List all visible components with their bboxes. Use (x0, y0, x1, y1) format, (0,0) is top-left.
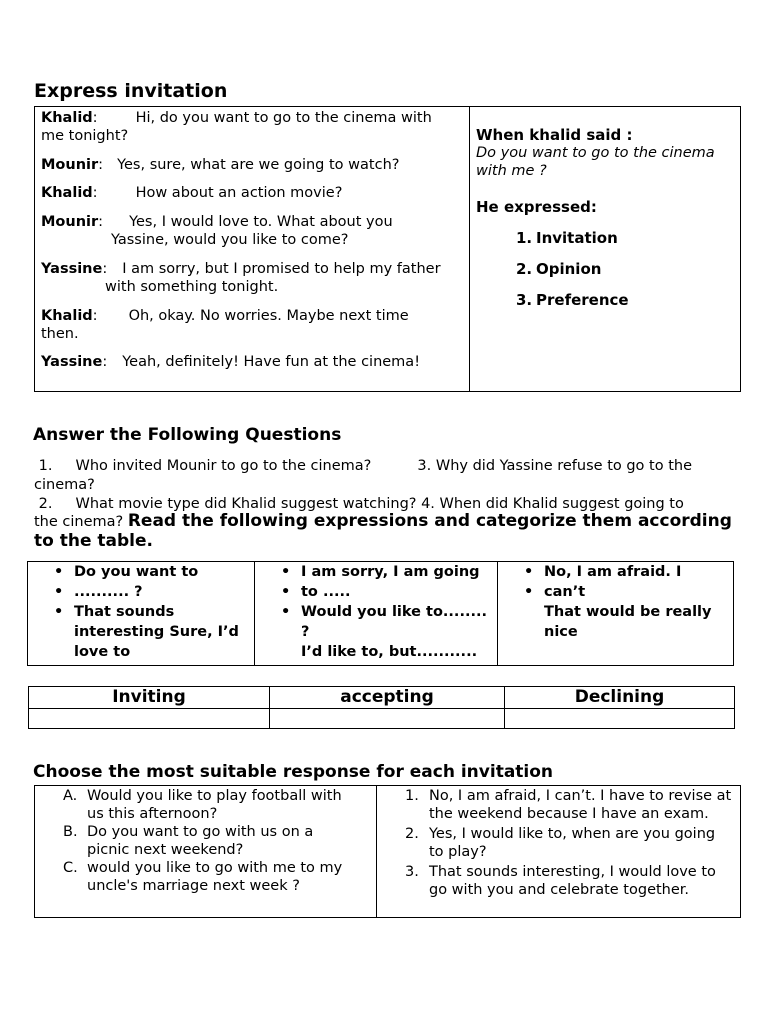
option-number: 1. (516, 229, 533, 247)
invitation-text: Would you like to play football with us this afternoon? (87, 788, 342, 822)
item-marker: A. (63, 788, 78, 804)
answer-cell-accepting[interactable] (270, 709, 505, 729)
option-item (516, 291, 740, 309)
item-marker: 3. (405, 864, 419, 880)
question-cell (470, 107, 741, 392)
response-item (405, 863, 734, 899)
option-label: Opinion (536, 260, 602, 278)
dialogue-line (35, 213, 469, 249)
invitation-item (63, 823, 337, 859)
speaker-name: Khalid (41, 110, 93, 126)
question-line: cinema? (34, 477, 95, 493)
invitation-item (63, 787, 359, 823)
speaker-name: Khalid (41, 308, 93, 324)
option-label: Preference (536, 291, 629, 309)
quote-text: Do you want to go to the cinema with me ? (476, 145, 715, 179)
section-title-express-invitation: Express invitation (34, 80, 228, 102)
dialogue-table (34, 106, 741, 392)
dialogue-text: I am sorry, but I promised to help my father (122, 261, 441, 277)
response-text: That sounds interesting, I would love to go with you and celebrate together. (429, 864, 716, 898)
choose-response-table (34, 785, 741, 918)
dialogue-text-cont: me tonight? (41, 128, 129, 144)
expression-item: • .......... ? (74, 582, 254, 602)
speaker-separator: : (98, 157, 104, 173)
item-marker: B. (63, 824, 78, 840)
section-title-questions: Answer the Following Questions (33, 425, 342, 445)
expressions-col-2 (255, 562, 498, 666)
question-line: 2. What movie type did Khalid suggest watching? 4. When did Khalid suggest going to (34, 496, 684, 512)
response-text: No, I am afraid, I can’t. I have to revise at the weekend because I have an exam. (429, 788, 732, 822)
item-marker: 2. (405, 826, 419, 842)
category-header-accepting: accepting (270, 687, 505, 709)
questions-block (34, 457, 734, 552)
expression-item: • I am sorry, I am going (301, 562, 497, 582)
speaker-name: Mounir (41, 157, 99, 173)
option-item (516, 229, 740, 247)
invitation-item (63, 859, 359, 895)
speaker-separator: : (102, 354, 108, 370)
expressions-table (27, 561, 734, 666)
dialogue-text: Yes, I would love to. What about you (129, 214, 393, 230)
speaker-name: Yassine (41, 354, 103, 370)
expression-item: • That sounds interesting Sure, I’d love to (74, 602, 254, 662)
expression-list (28, 562, 254, 662)
category-table (28, 686, 735, 729)
dialogue-text: Yeah, definitely! Have fun at the cinema! (122, 354, 421, 370)
dialogue-text: How about an action movie? (135, 185, 343, 201)
dialogue-cell (35, 107, 470, 392)
question-line: 1. Who invited Mounir to go to the cinema? 3. Why did Yassine refuse to go to the (34, 458, 693, 474)
speaker-name: Mounir (41, 214, 99, 230)
response-text: Yes, I would like to, when are you going to play? (429, 826, 716, 860)
expressed-label: He expressed: (476, 198, 597, 216)
dialogue-text-cont: with something tonight. (105, 279, 279, 295)
expression-item: • No, I am afraid. I (544, 562, 733, 582)
speaker-separator: : (98, 214, 104, 230)
invitation-text: Do you want to go with us on a picnic next weekend? (87, 824, 314, 858)
response-item (405, 787, 734, 823)
expression-list (255, 562, 497, 662)
response-item (405, 825, 734, 861)
option-list (476, 229, 740, 309)
invitation-list (63, 787, 376, 895)
dialogue-line (35, 184, 469, 202)
speaker-separator: : (92, 185, 98, 201)
speaker-name: Khalid (41, 185, 93, 201)
invitation-text: would you like to go with me to my uncle's marriage next week ? (87, 860, 343, 894)
option-item (516, 260, 740, 278)
option-label: Invitation (536, 229, 618, 247)
expression-item: That would be really nice (544, 604, 712, 640)
expressions-col-1 (28, 562, 255, 666)
speaker-separator: : (92, 308, 98, 324)
category-header-declining: Declining (505, 687, 735, 709)
dialogue-line (35, 260, 469, 296)
speaker-separator: : (92, 110, 98, 126)
option-number: 2. (516, 260, 533, 278)
response-list (405, 787, 734, 899)
category-header-inviting: Inviting (29, 687, 270, 709)
expressions-col-3 (498, 562, 734, 666)
item-marker: C. (63, 860, 78, 876)
expression-item: I’d like to, but........... (301, 644, 478, 660)
when-label: When khalid said : (476, 126, 633, 144)
dialogue-text: Oh, okay. No worries. Maybe next time (128, 308, 409, 324)
option-number: 3. (516, 291, 533, 309)
expression-item: • Would you like to........ ? (301, 602, 497, 642)
expression-item: • to ..... (301, 582, 497, 602)
dialogue-line (35, 307, 469, 343)
expression-item: • Do you want to (74, 562, 254, 582)
dialogue-line (35, 353, 469, 371)
categorize-instruction: Read the following expressions and categorize them according to the table. (34, 511, 732, 551)
section-title-choose-response: Choose the most suitable response for each invitation (33, 762, 554, 782)
dialogue-line (35, 156, 469, 174)
expression-item: • can’t (544, 582, 733, 602)
dialogue-text: Hi, do you want to go to the cinema with (135, 110, 432, 126)
answer-cell-declining[interactable] (505, 709, 735, 729)
speaker-name: Yassine (41, 261, 103, 277)
answer-cell-inviting[interactable] (29, 709, 270, 729)
dialogue-text-cont: then. (41, 326, 79, 342)
invitations-cell (35, 786, 377, 918)
question-line: the cinema? (34, 514, 124, 530)
dialogue-line (35, 109, 469, 145)
item-marker: 1. (405, 788, 419, 804)
dialogue-text-cont: Yassine, would you like to come? (111, 232, 349, 248)
dialogue-text: Yes, sure, what are we going to watch? (117, 157, 400, 173)
speaker-separator: : (102, 261, 108, 277)
responses-cell (377, 786, 741, 918)
expression-list (498, 562, 733, 642)
